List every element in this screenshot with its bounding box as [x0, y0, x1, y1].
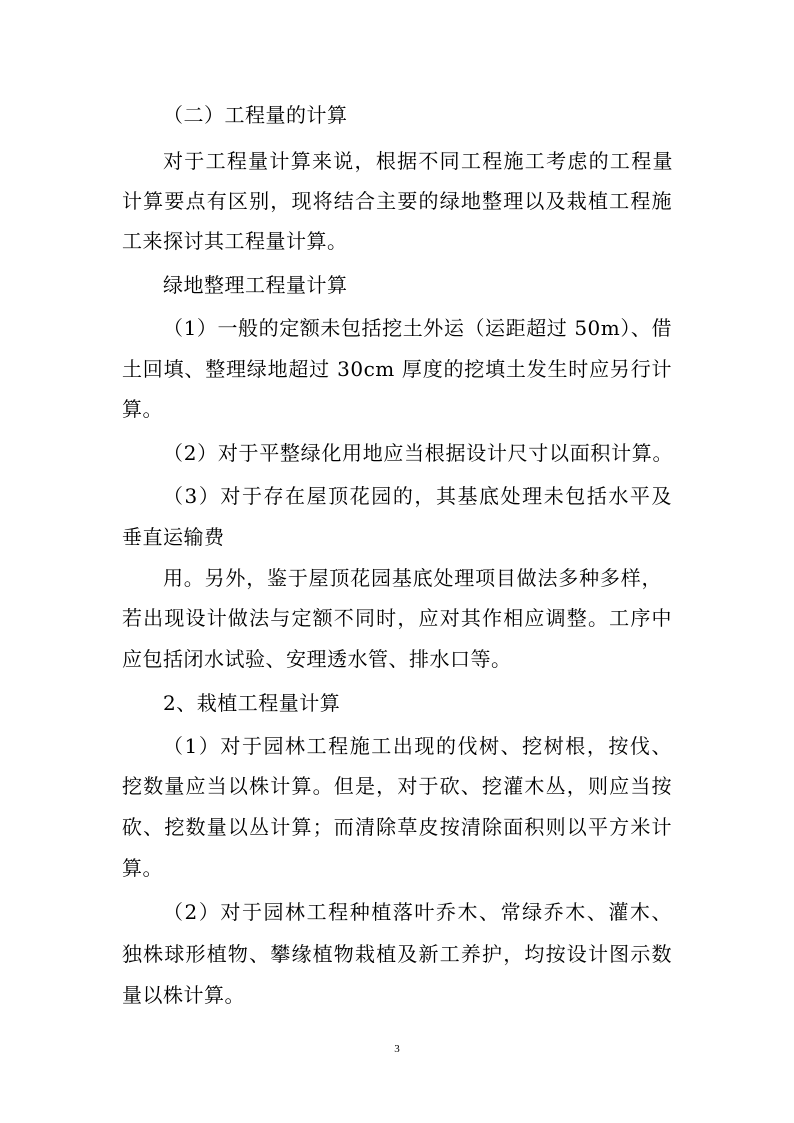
- paragraph-line: 算。: [122, 856, 163, 880]
- paragraph-line: 独株球形植物、攀缘植物栽植及新工养护，均按设计图示数: [122, 942, 672, 966]
- paragraph-line: 挖数量应当以株计算。但是，对于砍、挖灌木丛，则应当按: [122, 774, 672, 798]
- paragraph-line: 若出现设计做法与定额不同时，应对其作相应调整。工序中: [122, 606, 672, 630]
- subsection-heading: 绿地整理工程量计算: [163, 273, 348, 297]
- page-number: 3: [394, 1043, 400, 1055]
- paragraph-line: 土回填、整理绿地超过 30cm 厚度的挖填土发生时应另行计: [122, 357, 672, 381]
- paragraph-line: 算。: [122, 397, 163, 421]
- paragraph-line: 垂直运输费: [122, 525, 225, 549]
- paragraph-line: （1）对于园林工程施工出现的伐树、挖树根，按伐、: [163, 734, 672, 758]
- paragraph-line: 应包括闭水试验、安理透水管、排水口等。: [122, 647, 512, 671]
- paragraph-line: 用。另外，鉴于屋顶花园基底处理项目做法多种多样，: [163, 566, 662, 590]
- paragraph-line: 计算要点有区别，现将结合主要的绿地整理以及栽植工程施: [122, 189, 672, 213]
- paragraph-line: （2）对于园林工程种植落叶乔木、常绿乔木、灌木、: [163, 900, 672, 924]
- section-heading: 2、栽植工程量计算: [163, 691, 341, 715]
- paragraph-line: （2）对于平整绿化用地应当根据设计尺寸以面积计算。: [163, 441, 673, 465]
- paragraph-line: 对于工程量计算来说，根据不同工程施工考虑的工程量: [163, 149, 673, 173]
- paragraph-line: 砍、挖数量以丛计算；而清除草皮按清除面积则以平方米计: [122, 815, 672, 839]
- paragraph-line: 工来探讨其工程量计算。: [122, 229, 348, 253]
- paragraph-line: （1）一般的定额未包括挖土外运（运距超过 50m）、借: [163, 316, 672, 340]
- paragraph-line: （3）对于存在屋顶花园的，其基底处理未包括水平及: [163, 484, 672, 508]
- section-heading: （二）工程量的计算: [163, 103, 348, 127]
- paragraph-line: 量以株计算。: [122, 983, 245, 1007]
